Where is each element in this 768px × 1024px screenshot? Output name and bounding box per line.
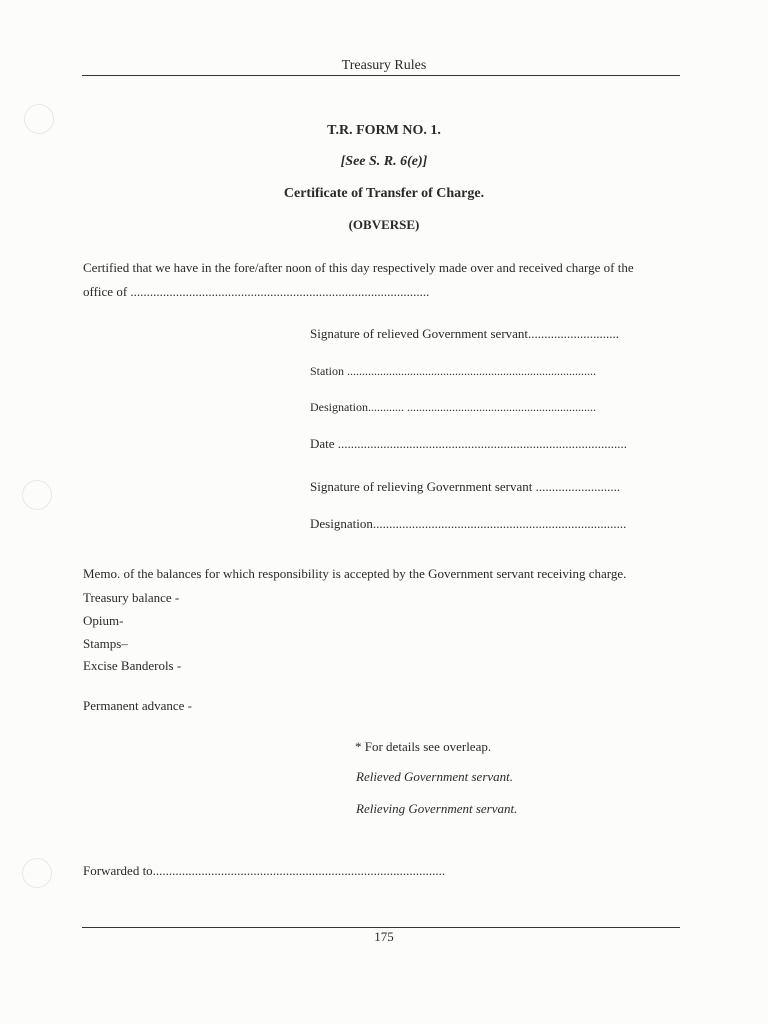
- running-header: Treasury Rules: [341, 58, 427, 73]
- note-relieving-servant: Relieving Government servant.: [356, 801, 518, 816]
- certificate-text-line2: office of ............................................................................................: [83, 284, 430, 299]
- memo-intro: Memo. of the balances for which responsibility is accepted by the Government servant receiving charge.: [83, 566, 627, 581]
- form-number: T.R. FORM NO. 1.: [327, 123, 441, 138]
- forwarded-to-line: Forwarded to..........................................................................................: [83, 863, 446, 878]
- form-reference: [See S. R. 6(e)]: [340, 154, 428, 169]
- note-relieved-servant: Relieved Government servant.: [356, 769, 514, 784]
- station-line: Station ...................................................................................: [310, 364, 597, 378]
- memo-permanent-advance: Permanent advance -: [83, 698, 193, 713]
- relieving-signature-line: Signature of relieving Government servant ..........................: [310, 479, 621, 494]
- form-title: Certificate of Transfer of Charge.: [283, 186, 485, 201]
- designation-line-1: Designation............ ...............................................................: [310, 400, 596, 414]
- memo-stamps: Stamps–: [83, 636, 128, 651]
- punch-hole-bottom: [22, 858, 52, 888]
- memo-opium: Opium-: [83, 613, 124, 628]
- certificate-text-line1: Certified that we have in the fore/after noon of this day respectively made over and received charge of the: [83, 260, 634, 275]
- form-side: (OBVERSE): [348, 217, 420, 232]
- footer-rule: [82, 927, 680, 928]
- memo-treasury-balance: Treasury balance -: [83, 590, 180, 605]
- header-rule: [82, 75, 680, 76]
- memo-excise: Excise Banderols -: [83, 658, 182, 673]
- designation-line-2: Designation..............................................................................: [310, 516, 627, 531]
- date-line: Date .........................................................................................: [310, 436, 628, 451]
- punch-hole-middle: [22, 480, 52, 510]
- note-details: * For details see overleap.: [355, 739, 492, 754]
- relieved-signature-line: Signature of relieved Government servant............................: [310, 326, 620, 341]
- page-number: 175: [374, 929, 394, 944]
